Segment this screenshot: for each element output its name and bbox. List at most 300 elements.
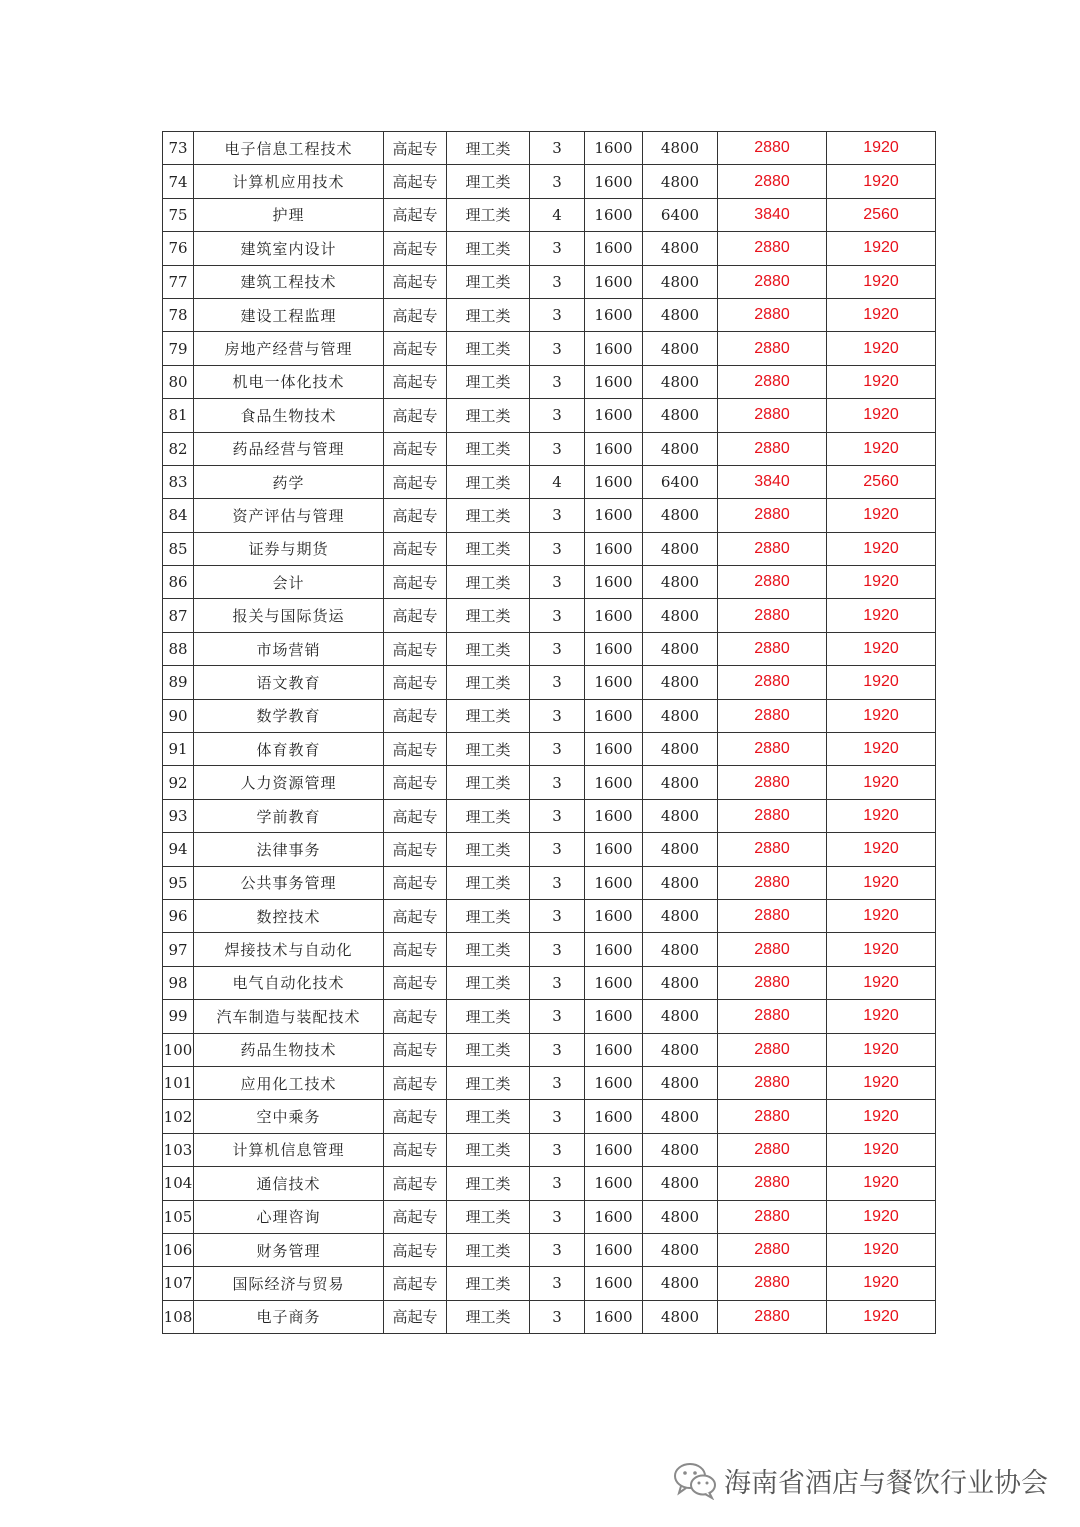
study-years: 3 (530, 866, 585, 899)
subject-category: 理工类 (447, 599, 530, 632)
table-row (163, 365, 936, 398)
fee-per-year: 1600 (585, 432, 643, 465)
fee-per-year: 1600 (585, 499, 643, 532)
subject-category: 理工类 (447, 298, 530, 331)
study-years: 3 (530, 365, 585, 398)
subject-category: 理工类 (447, 1100, 530, 1133)
row-number: 95 (163, 866, 194, 899)
highlight-amount-b: 1920 (827, 332, 936, 365)
highlight-amount-a: 2880 (718, 933, 827, 966)
table-row (163, 599, 936, 632)
fee-per-year: 1600 (585, 1200, 643, 1233)
major-name: 护理 (194, 198, 384, 231)
highlight-amount-b: 1920 (827, 1000, 936, 1033)
table-row (163, 799, 936, 832)
highlight-amount-a: 2880 (718, 532, 827, 565)
major-name: 建筑室内设计 (194, 232, 384, 265)
row-number: 83 (163, 465, 194, 498)
highlight-amount-b: 1920 (827, 399, 936, 432)
table-row (163, 399, 936, 432)
table-row (163, 1167, 936, 1200)
table-row (163, 766, 936, 799)
study-level: 高起专 (384, 1200, 447, 1233)
major-name: 建设工程监理 (194, 298, 384, 331)
subject-category: 理工类 (447, 866, 530, 899)
highlight-amount-a: 3840 (718, 465, 827, 498)
study-years: 3 (530, 799, 585, 832)
row-number: 86 (163, 566, 194, 599)
study-years: 3 (530, 766, 585, 799)
highlight-amount-b: 1920 (827, 1133, 936, 1166)
watermark (672, 1458, 1048, 1502)
subject-category: 理工类 (447, 966, 530, 999)
study-level: 高起专 (384, 132, 447, 165)
major-name: 语文教育 (194, 666, 384, 699)
row-number: 84 (163, 499, 194, 532)
study-years: 3 (530, 165, 585, 198)
highlight-amount-a: 2880 (718, 799, 827, 832)
total-fee: 4800 (643, 298, 718, 331)
study-level: 高起专 (384, 766, 447, 799)
fee-per-year: 1600 (585, 632, 643, 665)
subject-category: 理工类 (447, 1133, 530, 1166)
subject-category: 理工类 (447, 265, 530, 298)
highlight-amount-b: 1920 (827, 632, 936, 665)
wechat-icon (672, 1460, 718, 1500)
table-row (163, 1200, 936, 1233)
table-row (163, 532, 936, 565)
highlight-amount-a: 2880 (718, 432, 827, 465)
fee-per-year: 1600 (585, 966, 643, 999)
major-name: 食品生物技术 (194, 399, 384, 432)
highlight-amount-a: 2880 (718, 766, 827, 799)
study-years: 3 (530, 1066, 585, 1099)
study-level: 高起专 (384, 699, 447, 732)
row-number: 82 (163, 432, 194, 465)
subject-category: 理工类 (447, 632, 530, 665)
total-fee: 4800 (643, 1167, 718, 1200)
study-level: 高起专 (384, 1100, 447, 1133)
study-level: 高起专 (384, 1000, 447, 1033)
study-level: 高起专 (384, 432, 447, 465)
row-number: 77 (163, 265, 194, 298)
row-number: 79 (163, 332, 194, 365)
study-years: 3 (530, 298, 585, 331)
highlight-amount-b: 1920 (827, 899, 936, 932)
study-level: 高起专 (384, 966, 447, 999)
fee-per-year: 1600 (585, 799, 643, 832)
major-name: 电子信息工程技术 (194, 132, 384, 165)
highlight-amount-b: 1920 (827, 766, 936, 799)
study-years: 4 (530, 198, 585, 231)
subject-category: 理工类 (447, 1167, 530, 1200)
major-name: 空中乘务 (194, 1100, 384, 1133)
highlight-amount-a: 2880 (718, 1200, 827, 1233)
highlight-amount-b: 1920 (827, 232, 936, 265)
highlight-amount-b: 2560 (827, 198, 936, 231)
row-number: 85 (163, 532, 194, 565)
study-level: 高起专 (384, 666, 447, 699)
highlight-amount-b: 1920 (827, 165, 936, 198)
fee-per-year: 1600 (585, 332, 643, 365)
study-level: 高起专 (384, 532, 447, 565)
fee-per-year: 1600 (585, 699, 643, 732)
highlight-amount-b: 1920 (827, 532, 936, 565)
study-level: 高起专 (384, 1033, 447, 1066)
table-row (163, 432, 936, 465)
subject-category: 理工类 (447, 132, 530, 165)
major-name: 财务管理 (194, 1233, 384, 1266)
fee-per-year: 1600 (585, 399, 643, 432)
table-row (163, 1033, 936, 1066)
fee-per-year: 1600 (585, 733, 643, 766)
highlight-amount-a: 2880 (718, 966, 827, 999)
highlight-amount-a: 2880 (718, 298, 827, 331)
study-years: 3 (530, 1033, 585, 1066)
fee-per-year: 1600 (585, 1000, 643, 1033)
total-fee: 4800 (643, 1100, 718, 1133)
major-name: 焊接技术与自动化 (194, 933, 384, 966)
major-name: 体育教育 (194, 733, 384, 766)
table-row (163, 132, 936, 165)
table-row (163, 232, 936, 265)
subject-category: 理工类 (447, 465, 530, 498)
total-fee: 4800 (643, 833, 718, 866)
subject-category: 理工类 (447, 666, 530, 699)
row-number: 105 (163, 1200, 194, 1233)
study-years: 3 (530, 1233, 585, 1266)
total-fee: 4800 (643, 766, 718, 799)
highlight-amount-a: 2880 (718, 1133, 827, 1166)
major-name: 机电一体化技术 (194, 365, 384, 398)
study-level: 高起专 (384, 899, 447, 932)
highlight-amount-a: 2880 (718, 332, 827, 365)
table-row (163, 666, 936, 699)
highlight-amount-a: 2880 (718, 1233, 827, 1266)
total-fee: 4800 (643, 365, 718, 398)
fee-per-year: 1600 (585, 132, 643, 165)
highlight-amount-b: 1920 (827, 799, 936, 832)
highlight-amount-a: 2880 (718, 666, 827, 699)
study-years: 3 (530, 933, 585, 966)
study-level: 高起专 (384, 332, 447, 365)
fee-per-year: 1600 (585, 566, 643, 599)
table-row (163, 1066, 936, 1099)
major-name: 人力资源管理 (194, 766, 384, 799)
row-number: 106 (163, 1233, 194, 1266)
total-fee: 4800 (643, 1033, 718, 1066)
total-fee: 4800 (643, 532, 718, 565)
fee-per-year: 1600 (585, 1033, 643, 1066)
major-name: 药品经营与管理 (194, 432, 384, 465)
row-number: 89 (163, 666, 194, 699)
major-name: 应用化工技术 (194, 1066, 384, 1099)
total-fee: 4800 (643, 432, 718, 465)
highlight-amount-a: 2880 (718, 265, 827, 298)
highlight-amount-b: 1920 (827, 132, 936, 165)
total-fee: 4800 (643, 1200, 718, 1233)
highlight-amount-b: 1920 (827, 599, 936, 632)
study-years: 3 (530, 499, 585, 532)
row-number: 99 (163, 1000, 194, 1033)
row-number: 87 (163, 599, 194, 632)
fee-table-body (163, 132, 936, 1334)
major-name: 房地产经营与管理 (194, 332, 384, 365)
study-level: 高起专 (384, 1233, 447, 1266)
major-name: 计算机信息管理 (194, 1133, 384, 1166)
study-level: 高起专 (384, 165, 447, 198)
table-row (163, 198, 936, 231)
row-number: 98 (163, 966, 194, 999)
major-name: 法律事务 (194, 833, 384, 866)
row-number: 75 (163, 198, 194, 231)
highlight-amount-b: 1920 (827, 298, 936, 331)
table-row (163, 733, 936, 766)
highlight-amount-a: 2880 (718, 1167, 827, 1200)
table-row (163, 1000, 936, 1033)
total-fee: 4800 (643, 265, 718, 298)
study-years: 3 (530, 899, 585, 932)
subject-category: 理工类 (447, 799, 530, 832)
total-fee: 4800 (643, 899, 718, 932)
highlight-amount-b: 1920 (827, 699, 936, 732)
highlight-amount-a: 2880 (718, 899, 827, 932)
major-name: 资产评估与管理 (194, 499, 384, 532)
highlight-amount-b: 1920 (827, 432, 936, 465)
table-row (163, 899, 936, 932)
highlight-amount-a: 2880 (718, 1267, 827, 1300)
total-fee: 4800 (643, 799, 718, 832)
study-level: 高起专 (384, 799, 447, 832)
total-fee: 4800 (643, 1000, 718, 1033)
study-years: 3 (530, 432, 585, 465)
study-years: 3 (530, 699, 585, 732)
major-name: 药品生物技术 (194, 1033, 384, 1066)
table-row (163, 866, 936, 899)
fee-per-year: 1600 (585, 365, 643, 398)
study-level: 高起专 (384, 933, 447, 966)
study-level: 高起专 (384, 1267, 447, 1300)
study-level: 高起专 (384, 1133, 447, 1166)
major-name: 市场营销 (194, 632, 384, 665)
fee-per-year: 1600 (585, 165, 643, 198)
total-fee: 4800 (643, 1233, 718, 1266)
subject-category: 理工类 (447, 933, 530, 966)
subject-category: 理工类 (447, 399, 530, 432)
row-number: 101 (163, 1066, 194, 1099)
total-fee: 4800 (643, 733, 718, 766)
row-number: 74 (163, 165, 194, 198)
fee-table (162, 131, 936, 1334)
row-number: 96 (163, 899, 194, 932)
subject-category: 理工类 (447, 165, 530, 198)
highlight-amount-b: 1920 (827, 933, 936, 966)
highlight-amount-b: 1920 (827, 1233, 936, 1266)
highlight-amount-a: 2880 (718, 632, 827, 665)
fee-per-year: 1600 (585, 198, 643, 231)
highlight-amount-b: 1920 (827, 1300, 936, 1333)
major-name: 证券与期货 (194, 532, 384, 565)
study-years: 3 (530, 632, 585, 665)
highlight-amount-a: 2880 (718, 833, 827, 866)
study-level: 高起专 (384, 265, 447, 298)
study-years: 3 (530, 833, 585, 866)
fee-per-year: 1600 (585, 766, 643, 799)
table-row (163, 265, 936, 298)
study-level: 高起专 (384, 566, 447, 599)
total-fee: 4800 (643, 699, 718, 732)
fee-per-year: 1600 (585, 298, 643, 331)
subject-category: 理工类 (447, 198, 530, 231)
total-fee: 4800 (643, 1133, 718, 1166)
study-level: 高起专 (384, 198, 447, 231)
total-fee: 4800 (643, 332, 718, 365)
subject-category: 理工类 (447, 332, 530, 365)
major-name: 会计 (194, 566, 384, 599)
total-fee: 4800 (643, 933, 718, 966)
highlight-amount-b: 1920 (827, 1033, 936, 1066)
highlight-amount-b: 1920 (827, 365, 936, 398)
study-level: 高起专 (384, 632, 447, 665)
subject-category: 理工类 (447, 1033, 530, 1066)
total-fee: 4800 (643, 132, 718, 165)
total-fee: 4800 (643, 866, 718, 899)
major-name: 计算机应用技术 (194, 165, 384, 198)
total-fee: 4800 (643, 1300, 718, 1333)
study-level: 高起专 (384, 499, 447, 532)
total-fee: 4800 (643, 1066, 718, 1099)
table-row (163, 499, 936, 532)
study-level: 高起专 (384, 298, 447, 331)
major-name: 建筑工程技术 (194, 265, 384, 298)
total-fee: 6400 (643, 465, 718, 498)
study-years: 3 (530, 666, 585, 699)
row-number: 91 (163, 733, 194, 766)
fee-per-year: 1600 (585, 933, 643, 966)
study-years: 3 (530, 566, 585, 599)
study-years: 3 (530, 232, 585, 265)
highlight-amount-a: 2880 (718, 1000, 827, 1033)
total-fee: 4800 (643, 599, 718, 632)
subject-category: 理工类 (447, 365, 530, 398)
fee-per-year: 1600 (585, 1100, 643, 1133)
study-years: 4 (530, 465, 585, 498)
fee-per-year: 1600 (585, 1300, 643, 1333)
highlight-amount-b: 2560 (827, 465, 936, 498)
table-row (163, 465, 936, 498)
highlight-amount-b: 1920 (827, 733, 936, 766)
highlight-amount-a: 2880 (718, 699, 827, 732)
table-row (163, 298, 936, 331)
major-name: 汽车制造与装配技术 (194, 1000, 384, 1033)
fee-per-year: 1600 (585, 232, 643, 265)
fee-per-year: 1600 (585, 265, 643, 298)
highlight-amount-a: 2880 (718, 132, 827, 165)
table-row (163, 1233, 936, 1266)
study-years: 3 (530, 1000, 585, 1033)
major-name: 通信技术 (194, 1167, 384, 1200)
study-level: 高起专 (384, 232, 447, 265)
highlight-amount-a: 2880 (718, 1300, 827, 1333)
table-row (163, 566, 936, 599)
study-level: 高起专 (384, 733, 447, 766)
row-number: 76 (163, 232, 194, 265)
major-name: 国际经济与贸易 (194, 1267, 384, 1300)
subject-category: 理工类 (447, 1233, 530, 1266)
study-years: 3 (530, 132, 585, 165)
row-number: 97 (163, 933, 194, 966)
subject-category: 理工类 (447, 566, 530, 599)
total-fee: 4800 (643, 232, 718, 265)
highlight-amount-b: 1920 (827, 833, 936, 866)
study-years: 3 (530, 1267, 585, 1300)
major-name: 学前教育 (194, 799, 384, 832)
row-number: 73 (163, 132, 194, 165)
fee-per-year: 1600 (585, 666, 643, 699)
row-number: 88 (163, 632, 194, 665)
total-fee: 4800 (643, 666, 718, 699)
subject-category: 理工类 (447, 499, 530, 532)
study-years: 3 (530, 1200, 585, 1233)
row-number: 81 (163, 399, 194, 432)
highlight-amount-b: 1920 (827, 966, 936, 999)
watermark-text: 海南省酒店与餐饮行业协会 (724, 1467, 1048, 1499)
highlight-amount-a: 2880 (718, 232, 827, 265)
total-fee: 6400 (643, 198, 718, 231)
subject-category: 理工类 (447, 1267, 530, 1300)
highlight-amount-b: 1920 (827, 1200, 936, 1233)
table-row (163, 966, 936, 999)
table-row (163, 332, 936, 365)
subject-category: 理工类 (447, 1000, 530, 1033)
fee-per-year: 1600 (585, 1133, 643, 1166)
highlight-amount-a: 2880 (718, 599, 827, 632)
study-years: 3 (530, 265, 585, 298)
study-years: 3 (530, 1300, 585, 1333)
row-number: 92 (163, 766, 194, 799)
study-years: 3 (530, 1100, 585, 1133)
table-row (163, 165, 936, 198)
row-number: 100 (163, 1033, 194, 1066)
table-row (163, 833, 936, 866)
highlight-amount-b: 1920 (827, 265, 936, 298)
study-years: 3 (530, 599, 585, 632)
total-fee: 4800 (643, 632, 718, 665)
row-number: 90 (163, 699, 194, 732)
fee-per-year: 1600 (585, 1267, 643, 1300)
table-row (163, 1267, 936, 1300)
major-name: 数控技术 (194, 899, 384, 932)
major-name: 报关与国际货运 (194, 599, 384, 632)
row-number: 103 (163, 1133, 194, 1166)
subject-category: 理工类 (447, 899, 530, 932)
highlight-amount-b: 1920 (827, 666, 936, 699)
total-fee: 4800 (643, 1267, 718, 1300)
subject-category: 理工类 (447, 232, 530, 265)
major-name: 电气自动化技术 (194, 966, 384, 999)
highlight-amount-a: 2880 (718, 499, 827, 532)
subject-category: 理工类 (447, 733, 530, 766)
highlight-amount-b: 1920 (827, 566, 936, 599)
total-fee: 4800 (643, 499, 718, 532)
study-level: 高起专 (384, 365, 447, 398)
study-years: 3 (530, 532, 585, 565)
highlight-amount-b: 1920 (827, 866, 936, 899)
subject-category: 理工类 (447, 532, 530, 565)
row-number: 107 (163, 1267, 194, 1300)
study-years: 3 (530, 966, 585, 999)
study-years: 3 (530, 733, 585, 766)
